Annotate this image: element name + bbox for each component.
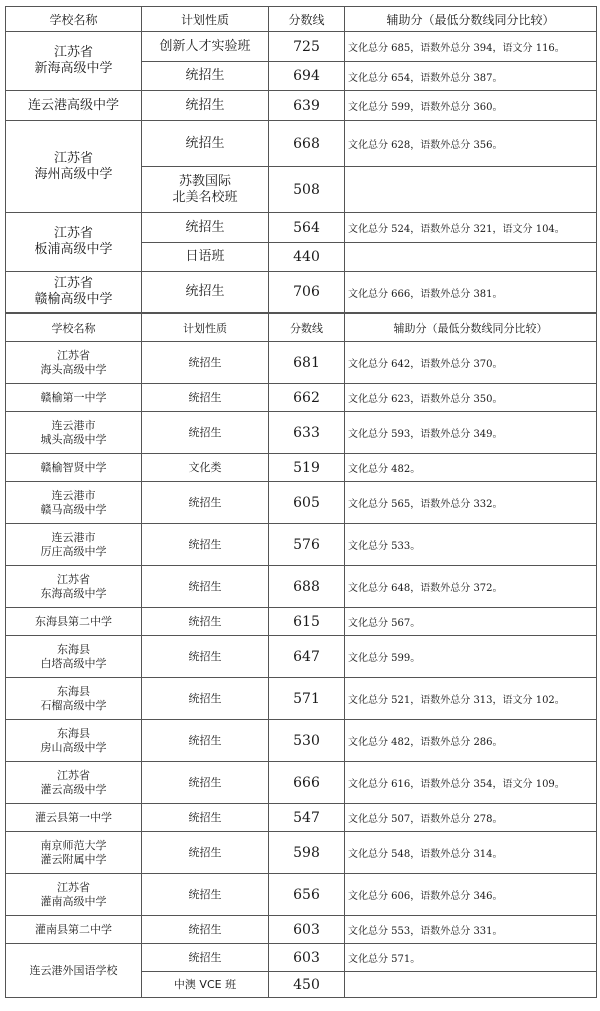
table-row	[6, 213, 597, 243]
school-line: 东海县	[57, 684, 90, 698]
school-line: 连云港外国语学校	[29, 963, 118, 977]
header-score: 分数线	[269, 7, 345, 32]
table-row	[6, 916, 597, 944]
aux-score-cell: 文化总分 482。	[345, 454, 597, 482]
table-row	[6, 32, 597, 62]
plan-line: 统招生	[188, 495, 222, 509]
school-line: 江苏省	[57, 768, 90, 782]
table-row	[6, 874, 597, 916]
table-row	[6, 384, 597, 412]
table-header-row	[6, 314, 597, 342]
plan-type-cell	[142, 874, 269, 916]
plan-type-cell	[142, 832, 269, 874]
school-line: 东海高级中学	[40, 586, 107, 600]
plan-line: 统招生	[188, 691, 222, 705]
school-line: 东海县第二中学	[35, 614, 112, 628]
plan-line: 统招生	[188, 775, 222, 789]
school-line: 江苏省	[57, 572, 90, 586]
plan-line: 北美名校班	[172, 189, 238, 205]
score-cell: 668	[269, 121, 345, 167]
header-school: 学校名称	[6, 314, 142, 342]
school-line: 灌云县第一中学	[35, 810, 112, 824]
plan-line: 统招生	[188, 579, 222, 593]
aux-score-cell: 文化总分 567。	[345, 608, 597, 636]
score-cell: 508	[269, 167, 345, 213]
score-cell: 605	[269, 482, 345, 524]
aux-score-cell: 文化总分 521，语数外总分 313，语文分 102。	[345, 678, 597, 720]
table-row	[6, 762, 597, 804]
aux-score-cell	[345, 972, 597, 998]
plan-type-cell	[142, 482, 269, 524]
aux-score-cell	[345, 243, 597, 272]
plan-type-cell	[142, 272, 269, 313]
score-cell: 547	[269, 804, 345, 832]
school-name-cell	[6, 762, 142, 804]
plan-line: 中澳 VCE 班	[173, 977, 237, 991]
score-cell: 656	[269, 874, 345, 916]
plan-line: 统招生	[188, 845, 222, 859]
school-name-cell	[6, 524, 142, 566]
school-line: 江苏省	[53, 150, 93, 166]
school-name-cell	[6, 384, 142, 412]
plan-line: 日语班	[185, 249, 225, 264]
plan-type-cell	[142, 32, 269, 62]
plan-type-cell	[142, 636, 269, 678]
table-row	[6, 804, 597, 832]
school-line: 东海县	[57, 642, 90, 656]
score-cell: 639	[269, 91, 345, 121]
aux-score-cell: 文化总分 599。	[345, 636, 597, 678]
table-row	[6, 272, 597, 313]
school-line: 灌云附属中学	[40, 852, 107, 866]
plan-line: 统招生	[188, 649, 222, 663]
school-name-cell	[6, 121, 142, 213]
plan-type-cell	[142, 678, 269, 720]
aux-score-cell: 文化总分 533。	[345, 524, 597, 566]
plan-line: 文化类	[188, 460, 222, 474]
header-plan: 计划性质	[142, 7, 269, 32]
plan-line: 统招生	[185, 135, 225, 151]
plan-type-cell	[142, 944, 269, 972]
plan-type-cell	[142, 566, 269, 608]
school-name-cell	[6, 804, 142, 832]
score-cell: 615	[269, 608, 345, 636]
school-name-cell	[6, 944, 142, 998]
plan-type-cell	[142, 454, 269, 482]
school-line: 江苏省	[53, 226, 93, 241]
school-line: 赣榆高级中学	[34, 292, 113, 307]
aux-score-cell: 文化总分 685，语数外总分 394，语文分 116。	[345, 32, 597, 62]
school-name-cell	[6, 832, 142, 874]
plan-line: 统招生	[188, 355, 222, 369]
plan-type-cell	[142, 916, 269, 944]
score-cell: 725	[269, 32, 345, 62]
aux-score-cell: 文化总分 482，语数外总分 286。	[345, 720, 597, 762]
school-name-cell	[6, 566, 142, 608]
table-row	[6, 832, 597, 874]
plan-line: 统招生	[188, 614, 222, 628]
school-line: 南京师范大学	[40, 838, 107, 852]
school-line: 海州高级中学	[34, 166, 113, 182]
table-row	[6, 566, 597, 608]
school-line: 东海县	[57, 726, 90, 740]
school-line: 厉庄高级中学	[40, 544, 107, 558]
school-name-cell	[6, 482, 142, 524]
score-cell: 666	[269, 762, 345, 804]
plan-line: 统招生	[188, 950, 222, 964]
plan-type-cell	[142, 608, 269, 636]
aux-score-cell: 文化总分 648，语数外总分 372。	[345, 566, 597, 608]
school-name-cell	[6, 213, 142, 272]
school-line: 灌南县第二中学	[35, 922, 112, 936]
school-line: 江苏省	[53, 276, 93, 291]
plan-line: 统招生	[188, 810, 222, 824]
school-line: 城头高级中学	[40, 432, 107, 446]
school-name-cell	[6, 91, 142, 121]
aux-score-cell: 文化总分 606，语数外总分 346。	[345, 874, 597, 916]
score-cell: 440	[269, 243, 345, 272]
table-row	[6, 482, 597, 524]
school-line: 连云港市	[51, 530, 96, 544]
aux-score-cell: 文化总分 507，语数外总分 278。	[345, 804, 597, 832]
admission-table-1	[5, 6, 597, 313]
school-name-cell	[6, 720, 142, 762]
aux-score-cell: 文化总分 666，语数外总分 381。	[345, 272, 597, 313]
header-plan: 计划性质	[142, 314, 269, 342]
aux-score-cell: 文化总分 524，语数外总分 321，语文分 104。	[345, 213, 597, 243]
aux-score-cell: 文化总分 599，语数外总分 360。	[345, 91, 597, 121]
plan-type-cell	[142, 412, 269, 454]
table-row	[6, 342, 597, 384]
table-row	[6, 454, 597, 482]
score-cell: 603	[269, 944, 345, 972]
school-name-cell	[6, 412, 142, 454]
table-row	[6, 678, 597, 720]
plan-type-cell	[142, 342, 269, 384]
school-line: 灌南高级中学	[40, 894, 107, 908]
school-line: 连云港市	[51, 488, 96, 502]
plan-line: 统招生	[185, 97, 225, 113]
score-cell: 688	[269, 566, 345, 608]
plan-type-cell	[142, 243, 269, 272]
score-cell: 450	[269, 972, 345, 998]
aux-score-cell: 文化总分 623，语数外总分 350。	[345, 384, 597, 412]
school-name-cell	[6, 874, 142, 916]
school-name-cell	[6, 608, 142, 636]
aux-score-cell: 文化总分 548，语数外总分 314。	[345, 832, 597, 874]
score-cell: 603	[269, 916, 345, 944]
aux-score-cell: 文化总分 593，语数外总分 349。	[345, 412, 597, 454]
school-line: 新海高级中学	[34, 61, 113, 76]
aux-score-cell: 文化总分 571。	[345, 944, 597, 972]
school-line: 连云港市	[51, 418, 96, 432]
plan-type-cell	[142, 62, 269, 91]
school-name-cell	[6, 678, 142, 720]
table-header-row	[6, 7, 597, 32]
school-line: 赣榆智贤中学	[40, 460, 107, 474]
school-line: 海头高级中学	[40, 362, 107, 376]
table1-body	[6, 32, 597, 313]
aux-score-cell	[345, 167, 597, 213]
plan-line: 统招生	[185, 68, 225, 83]
header-school: 学校名称	[6, 7, 142, 32]
school-line: 连云港高级中学	[27, 97, 119, 113]
school-name-cell	[6, 32, 142, 91]
school-line: 石榴高级中学	[40, 698, 107, 712]
plan-type-cell	[142, 720, 269, 762]
score-cell: 681	[269, 342, 345, 384]
table-row	[6, 944, 597, 972]
score-cell: 694	[269, 62, 345, 91]
school-name-cell	[6, 272, 142, 313]
plan-line: 创新人才实验班	[159, 38, 251, 54]
plan-line: 统招生	[185, 219, 225, 235]
school-line: 板浦高级中学	[34, 242, 113, 257]
score-cell: 571	[269, 678, 345, 720]
table-row	[6, 524, 597, 566]
school-line: 白塔高级中学	[40, 656, 107, 670]
school-line: 赣马高级中学	[40, 502, 107, 516]
school-name-cell	[6, 454, 142, 482]
plan-line: 统招生	[185, 284, 225, 299]
school-line: 江苏省	[57, 880, 90, 894]
aux-score-cell: 文化总分 654，语数外总分 387。	[345, 62, 597, 91]
table-row	[6, 412, 597, 454]
table-row	[6, 720, 597, 762]
aux-score-cell: 文化总分 565，语数外总分 332。	[345, 482, 597, 524]
plan-line: 统招生	[188, 733, 222, 747]
score-cell: 598	[269, 832, 345, 874]
table-row	[6, 121, 597, 167]
aux-score-cell: 文化总分 553，语数外总分 331。	[345, 916, 597, 944]
header-aux: 辅助分（最低分数线同分比较）	[345, 314, 597, 342]
score-cell: 706	[269, 272, 345, 313]
plan-line: 统招生	[188, 887, 222, 901]
score-cell: 647	[269, 636, 345, 678]
table2-body	[6, 342, 597, 998]
aux-score-cell: 文化总分 642，语数外总分 370。	[345, 342, 597, 384]
plan-line: 统招生	[188, 425, 222, 439]
school-line: 江苏省	[53, 45, 93, 60]
school-name-cell	[6, 342, 142, 384]
plan-type-cell	[142, 167, 269, 213]
score-cell: 564	[269, 213, 345, 243]
aux-score-cell: 文化总分 628，语数外总分 356。	[345, 121, 597, 167]
school-name-cell	[6, 636, 142, 678]
header-score: 分数线	[269, 314, 345, 342]
aux-score-cell: 文化总分 616，语数外总分 354，语文分 109。	[345, 762, 597, 804]
plan-type-cell	[142, 91, 269, 121]
admission-table-2	[5, 313, 597, 998]
score-cell: 633	[269, 412, 345, 454]
plan-line: 统招生	[188, 537, 222, 551]
school-line: 灌云高级中学	[40, 782, 107, 796]
score-cell: 530	[269, 720, 345, 762]
score-cell: 519	[269, 454, 345, 482]
plan-type-cell	[142, 524, 269, 566]
school-line: 江苏省	[57, 348, 90, 362]
plan-type-cell	[142, 762, 269, 804]
table-row	[6, 636, 597, 678]
plan-type-cell	[142, 213, 269, 243]
plan-line: 统招生	[188, 390, 222, 404]
school-line: 房山高级中学	[40, 740, 107, 754]
table-row	[6, 91, 597, 121]
header-aux: 辅助分（最低分数线同分比较）	[345, 7, 597, 32]
score-cell: 576	[269, 524, 345, 566]
plan-type-cell	[142, 121, 269, 167]
school-line: 赣榆第一中学	[40, 390, 107, 404]
table-row	[6, 608, 597, 636]
plan-line: 苏教国际	[178, 173, 231, 189]
plan-type-cell	[142, 804, 269, 832]
plan-line: 统招生	[188, 922, 222, 936]
score-cell: 662	[269, 384, 345, 412]
school-name-cell	[6, 916, 142, 944]
plan-type-cell	[142, 384, 269, 412]
plan-type-cell	[142, 972, 269, 998]
